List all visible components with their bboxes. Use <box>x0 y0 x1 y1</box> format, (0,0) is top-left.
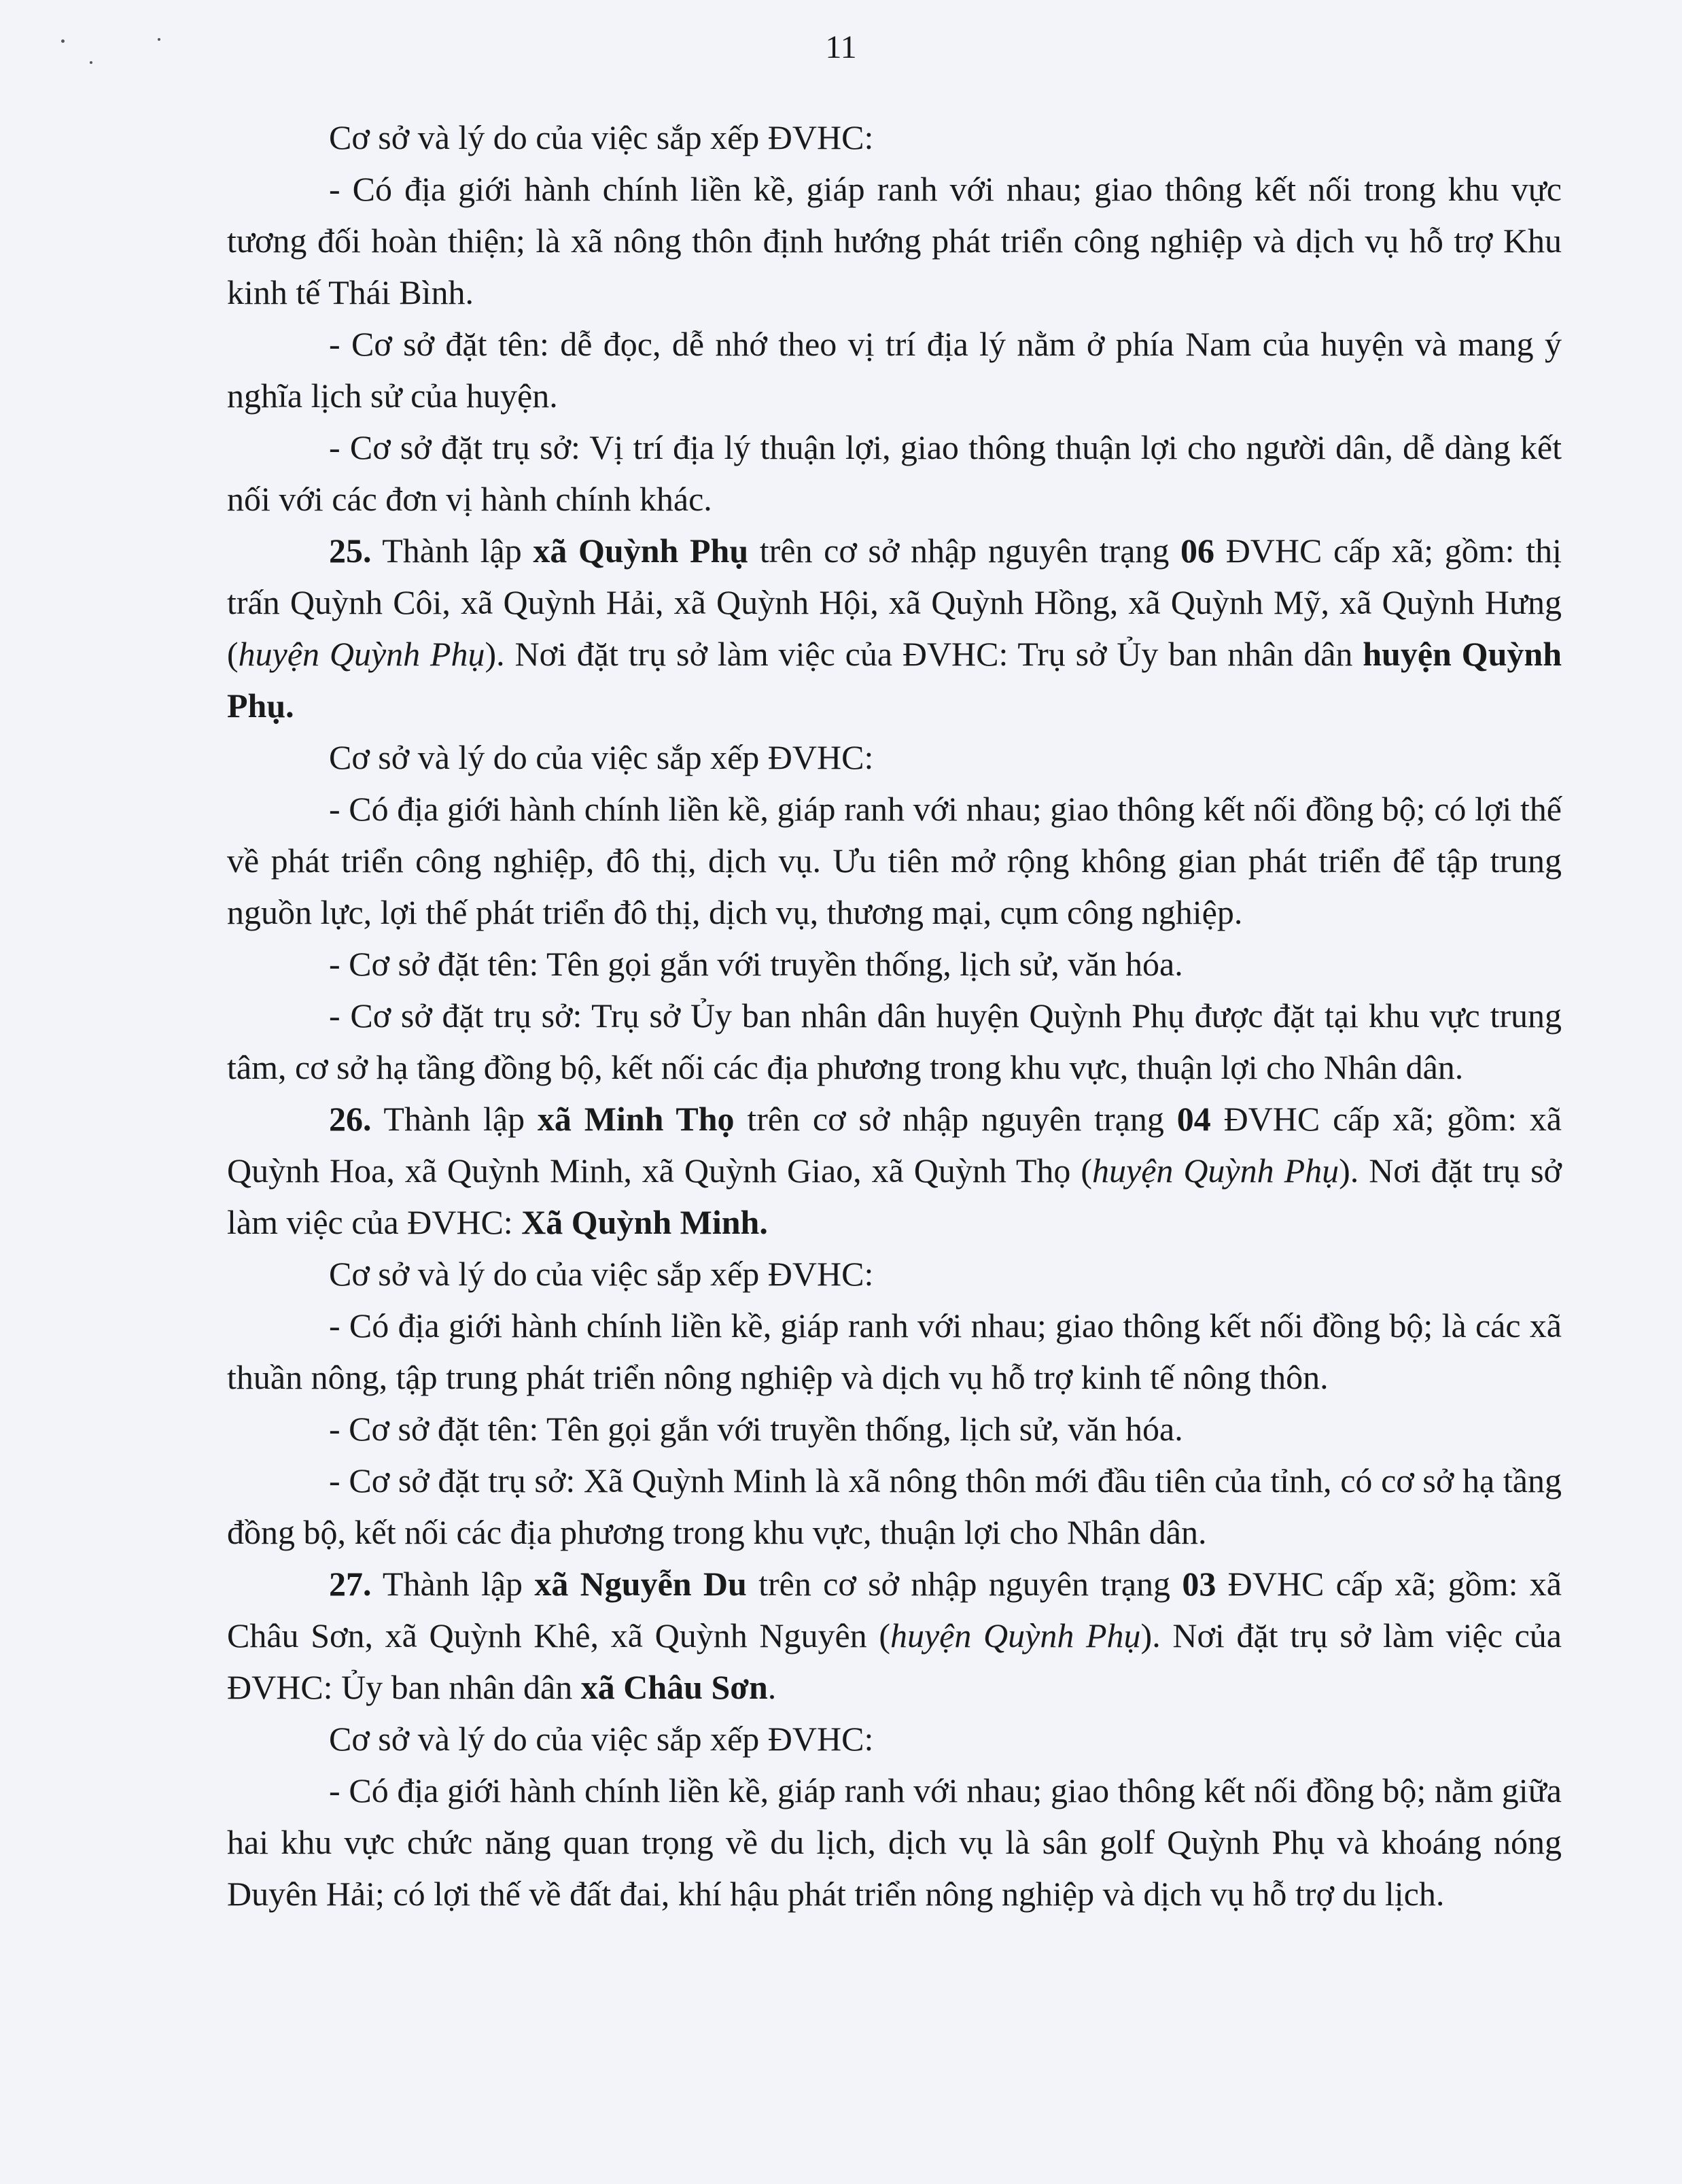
commune-name: xã Nguyễn Du <box>534 1565 747 1603</box>
section-25-intro: 25. Thành lập xã Quỳnh Phụ trên cơ sở nhập nguyên trạng 06 ĐVHC cấp xã; gồm: thị trấn Quỳnh Côi, xã Quỳnh Hải, xã Quỳnh Hội, xã Quỳnh Hồng, xã Quỳnh Mỹ, xã Quỳnh Hưng (huyện Quỳnh Phụ). Nơi đặt trụ sở làm việc của ĐVHC: Trụ sở Ủy ban nhân dân huyện Quỳnh Phụ. <box>227 532 1562 725</box>
district-name: huyện Quỳnh Phụ <box>890 1616 1141 1654</box>
reason-heading: Cơ sở và lý do của việc sắp xếp ĐVHC: <box>329 1720 874 1758</box>
district-name: huyện Quỳnh Phụ <box>238 635 485 673</box>
reason-paragraph: - Có địa giới hành chính liền kề, giáp ranh với nhau; giao thông kết nối đồng bộ; nằm giữa hai khu vực chức năng quan trọng về du lịch, dịch vụ là sân golf Quỳnh Phụ và khoáng nóng Duyên Hải; có lợi thế về đất đai, khí hậu phát triển nông nghiệp và dịch vụ hỗ trợ du lịch. <box>227 1771 1562 1913</box>
section-number: 26. <box>329 1100 372 1138</box>
commune-name: xã Quỳnh Phụ <box>533 532 749 570</box>
section-number: 27. <box>329 1565 372 1603</box>
unit-count: 06 <box>1180 532 1215 570</box>
section-number: 25. <box>329 532 372 570</box>
reason-heading: Cơ sở và lý do của việc sắp xếp ĐVHC: <box>329 1255 874 1293</box>
reason-heading: Cơ sở và lý do của việc sắp xếp ĐVHC: <box>329 118 874 156</box>
office-location: xã Châu Sơn <box>580 1668 768 1706</box>
section-26-intro: 26. Thành lập xã Minh Thọ trên cơ sở nhập nguyên trạng 04 ĐVHC cấp xã; gồm: xã Quỳnh Hoa, xã Quỳnh Minh, xã Quỳnh Giao, xã Quỳnh Thọ (huyện Quỳnh Phụ). Nơi đặt trụ sở làm việc của ĐVHC: Xã Quỳnh Minh. <box>227 1100 1562 1241</box>
unit-count: 04 <box>1176 1100 1211 1138</box>
naming-paragraph: - Cơ sở đặt tên: Tên gọi gắn với truyền thống, lịch sử, văn hóa. <box>329 945 1183 983</box>
reason-heading: Cơ sở và lý do của việc sắp xếp ĐVHC: <box>329 738 874 776</box>
office-location: huyện Quỳnh Phụ. <box>227 635 1562 725</box>
reason-paragraph: - Có địa giới hành chính liền kề, giáp ranh với nhau; giao thông kết nối trong khu vực tương đối hoàn thiện; là xã nông thôn định hướng phát triển công nghiệp và dịch vụ hỗ trợ Khu kinh tế Thái Bình. <box>227 170 1562 311</box>
district-name: huyện Quỳnh Phụ <box>1092 1151 1339 1190</box>
headquarters-paragraph: - Cơ sở đặt trụ sở: Trụ sở Ủy ban nhân dân huyện Quỳnh Phụ được đặt tại khu vực trung tâm, cơ sở hạ tầng đồng bộ, kết nối các địa phương trong khu vực, thuận lợi cho Nhân dân. <box>227 996 1562 1086</box>
naming-paragraph: - Cơ sở đặt tên: dễ đọc, dễ nhớ theo vị trí địa lý nằm ở phía Nam của huyện và mang ý nghĩa lịch sử của huyện. <box>227 325 1562 415</box>
section-27-intro: 27. Thành lập xã Nguyễn Du trên cơ sở nhập nguyên trạng 03 ĐVHC cấp xã; gồm: xã Châu Sơn, xã Quỳnh Khê, xã Quỳnh Nguyên (huyện Quỳnh Phụ). Nơi đặt trụ sở làm việc của ĐVHC: Ủy ban nhân dân xã Châu Sơn. <box>227 1565 1562 1706</box>
office-location: Xã Quỳnh Minh. <box>521 1203 768 1241</box>
commune-name: xã Minh Thọ <box>537 1100 735 1138</box>
naming-paragraph: - Cơ sở đặt tên: Tên gọi gắn với truyền thống, lịch sử, văn hóa. <box>329 1410 1183 1448</box>
page-number: 11 <box>825 29 857 65</box>
headquarters-paragraph: - Cơ sở đặt trụ sở: Xã Quỳnh Minh là xã nông thôn mới đầu tiên của tỉnh, có cơ sở hạ tầng đồng bộ, kết nối các địa phương trong khu vực, thuận lợi cho Nhân dân. <box>227 1461 1562 1551</box>
headquarters-paragraph: - Cơ sở đặt trụ sở: Vị trí địa lý thuận lợi, giao thông thuận lợi cho người dân, dễ dàng kết nối với các đơn vị hành chính khác. <box>227 428 1562 518</box>
unit-count: 03 <box>1182 1565 1216 1603</box>
reason-paragraph: - Có địa giới hành chính liền kề, giáp ranh với nhau; giao thông kết nối đồng bộ; là các xã thuần nông, tập trung phát triển nông nghiệp và dịch vụ hỗ trợ kinh tế nông thôn. <box>227 1306 1562 1396</box>
document-body <box>227 111 1562 1920</box>
reason-paragraph: - Có địa giới hành chính liền kề, giáp ranh với nhau; giao thông kết nối đồng bộ; có lợi thế về phát triển công nghiệp, đô thị, dịch vụ. Ưu tiên mở rộng không gian phát triển để tập trung nguồn lực, lợi thế phát triển đô thị, dịch vụ, thương mại, cụm công nghiệp. <box>227 790 1562 931</box>
